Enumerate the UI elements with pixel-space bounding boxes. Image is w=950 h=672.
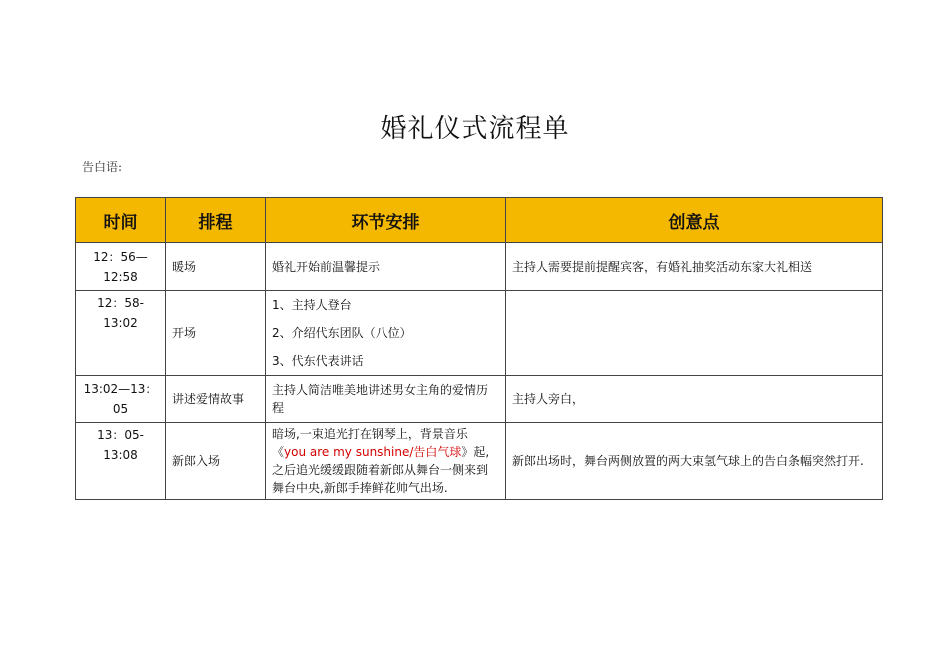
table-row <box>76 243 883 291</box>
header-schedule: 排程 <box>166 198 266 243</box>
cell-time <box>76 423 166 500</box>
table-row <box>76 291 883 376</box>
time-end: 13:02 <box>103 316 138 330</box>
header-time: 时间 <box>76 198 166 243</box>
header-idea: 创意点 <box>506 198 883 243</box>
arrangement-item: 3、代东代表讲话 <box>272 354 364 368</box>
cell-schedule: 开场 <box>166 291 266 376</box>
music-title: you are my sunshine/告白气球 <box>284 445 462 459</box>
cell-time <box>76 243 166 291</box>
cell-arrangement: 主持人简洁唯美地讲述男女主角的爱情历程 <box>266 376 506 423</box>
time-start: 12：56— <box>93 249 148 264</box>
cell-time <box>76 376 166 423</box>
cell-schedule: 暖场 <box>166 243 266 291</box>
time-end: 05 <box>112 402 129 416</box>
cell-idea: 主持人需要提前提醒宾客，有婚礼抽奖活动东家大礼相送 <box>506 243 883 291</box>
cell-idea <box>506 291 883 376</box>
greeting-label: 告白语: <box>82 160 123 174</box>
time-start: 13:02—13： <box>83 382 158 396</box>
cell-idea: 新郎出场时，舞台两侧放置的两大束氢气球上的告白条幅突然打开. <box>506 423 883 500</box>
time-start: 12：58- <box>97 296 144 310</box>
table-header-row <box>76 198 883 243</box>
ceremony-schedule-table <box>75 197 883 500</box>
cell-arrangement <box>266 423 506 500</box>
cell-arrangement <box>266 291 506 376</box>
cell-idea: 主持人旁白， <box>506 376 883 423</box>
header-arrangement: 环节安排 <box>266 198 506 243</box>
arrangement-item: 1、主持人登台 <box>272 298 352 312</box>
arrangement-text: 》起,之后追光缓缓跟随着新郎从舞台一侧来到舞台中央,新郎手捧鲜花帅气出场. <box>272 445 490 495</box>
cell-arrangement: 婚礼开始前温馨提示 <box>266 243 506 291</box>
arrangement-text: 暗场,一束追光打在钢琴上，背景音乐《 <box>272 427 468 459</box>
table-row <box>76 376 883 423</box>
time-start: 13：05- <box>97 428 144 442</box>
cell-schedule: 新郎入场 <box>166 423 266 500</box>
time-end: 13:08 <box>103 448 138 462</box>
cell-schedule: 讲述爱情故事 <box>166 376 266 423</box>
time-end: 12:58 <box>103 269 138 284</box>
arrangement-item: 2、介绍代东团队（八位） <box>272 326 412 340</box>
table-row <box>76 423 883 500</box>
document-title: 婚礼仪式流程单 <box>380 114 570 144</box>
cell-time <box>76 291 166 376</box>
